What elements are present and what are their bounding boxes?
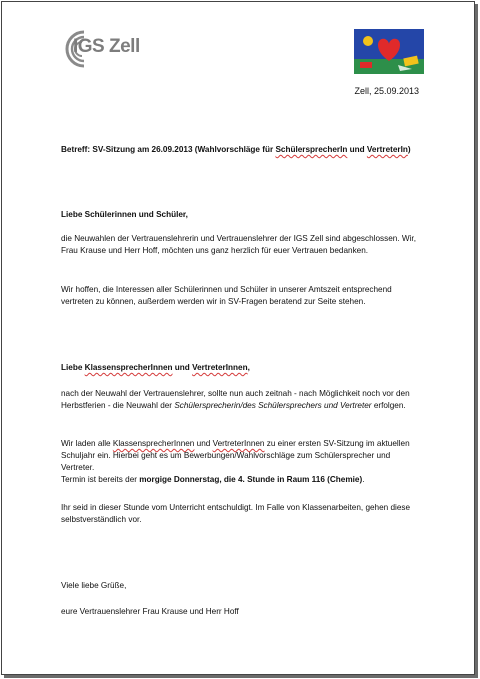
greeting-class-reps: Liebe KlassensprecherInnen und VertreterInnen, <box>61 363 250 372</box>
logo-text: IGS Zell <box>73 36 140 57</box>
letter-date: Zell, 25.09.2013 <box>354 86 419 96</box>
meeting-time-highlight: morgige Donnerstag, die 4. Stunde in Raum 116 (Chemie) <box>139 475 363 484</box>
paragraph-invitation: Wir laden alle KlassensprecherInnen und VertreterInnen zu einer ersten SV-Sitzung im aktuellen Schuljahr ein. Hierbei geht es um Bewerbungen/Wahlvorschläge zum Schülersprecher und Vertreter. Termin ist bereits der morgige Donnerstag, die 4. Stunde in Raum 116 (Chemie). <box>61 439 410 484</box>
paragraph-new-election: nach der Neuwahl der Vertrauenslehrer, sollte nun auch zeitnah - nach Möglichkeit noch vor den Herbstferien - die Neuwahl der Schülersprecherin/des Schülersprechers und Vertreter erfolgen. <box>61 389 410 410</box>
greeting-students: Liebe Schülerinnen und Schüler, <box>61 210 188 219</box>
subject-line: Betreff: SV-Sitzung am 26.09.2013 (Wahlvorschläge für SchülersprecherIn und VertreterIn) <box>61 145 411 154</box>
school-artwork-image <box>354 29 424 74</box>
document-page <box>1 1 475 675</box>
paragraph-interests: Wir hoffen, die Interessen aller Schülerinnen und Schüler in unserer Amtszeit entsprechend vertreten zu können, außerdem werden wir in SV-Fragen beratend zur Seite stehen. <box>61 285 392 306</box>
closing-line: Viele liebe Grüße, <box>61 581 127 590</box>
paragraph-elections: die Neuwahlen der Vertrauenslehrerin und Vertrauenslehrer der IGS Zell sind abgeschlossen. Wir, Frau Krause und Herr Hoff, möchten uns ganz herzlich für euer Vertrauen bedanken. <box>61 234 416 255</box>
paragraph-excused: Ihr seid in dieser Stunde vom Unterricht entschuldigt. Im Falle von Klassenarbeiten, gehen diese selbstverständlich vor. <box>61 503 411 524</box>
signature-line: eure Vertrauenslehrer Frau Krause und Herr Hoff <box>61 607 239 616</box>
